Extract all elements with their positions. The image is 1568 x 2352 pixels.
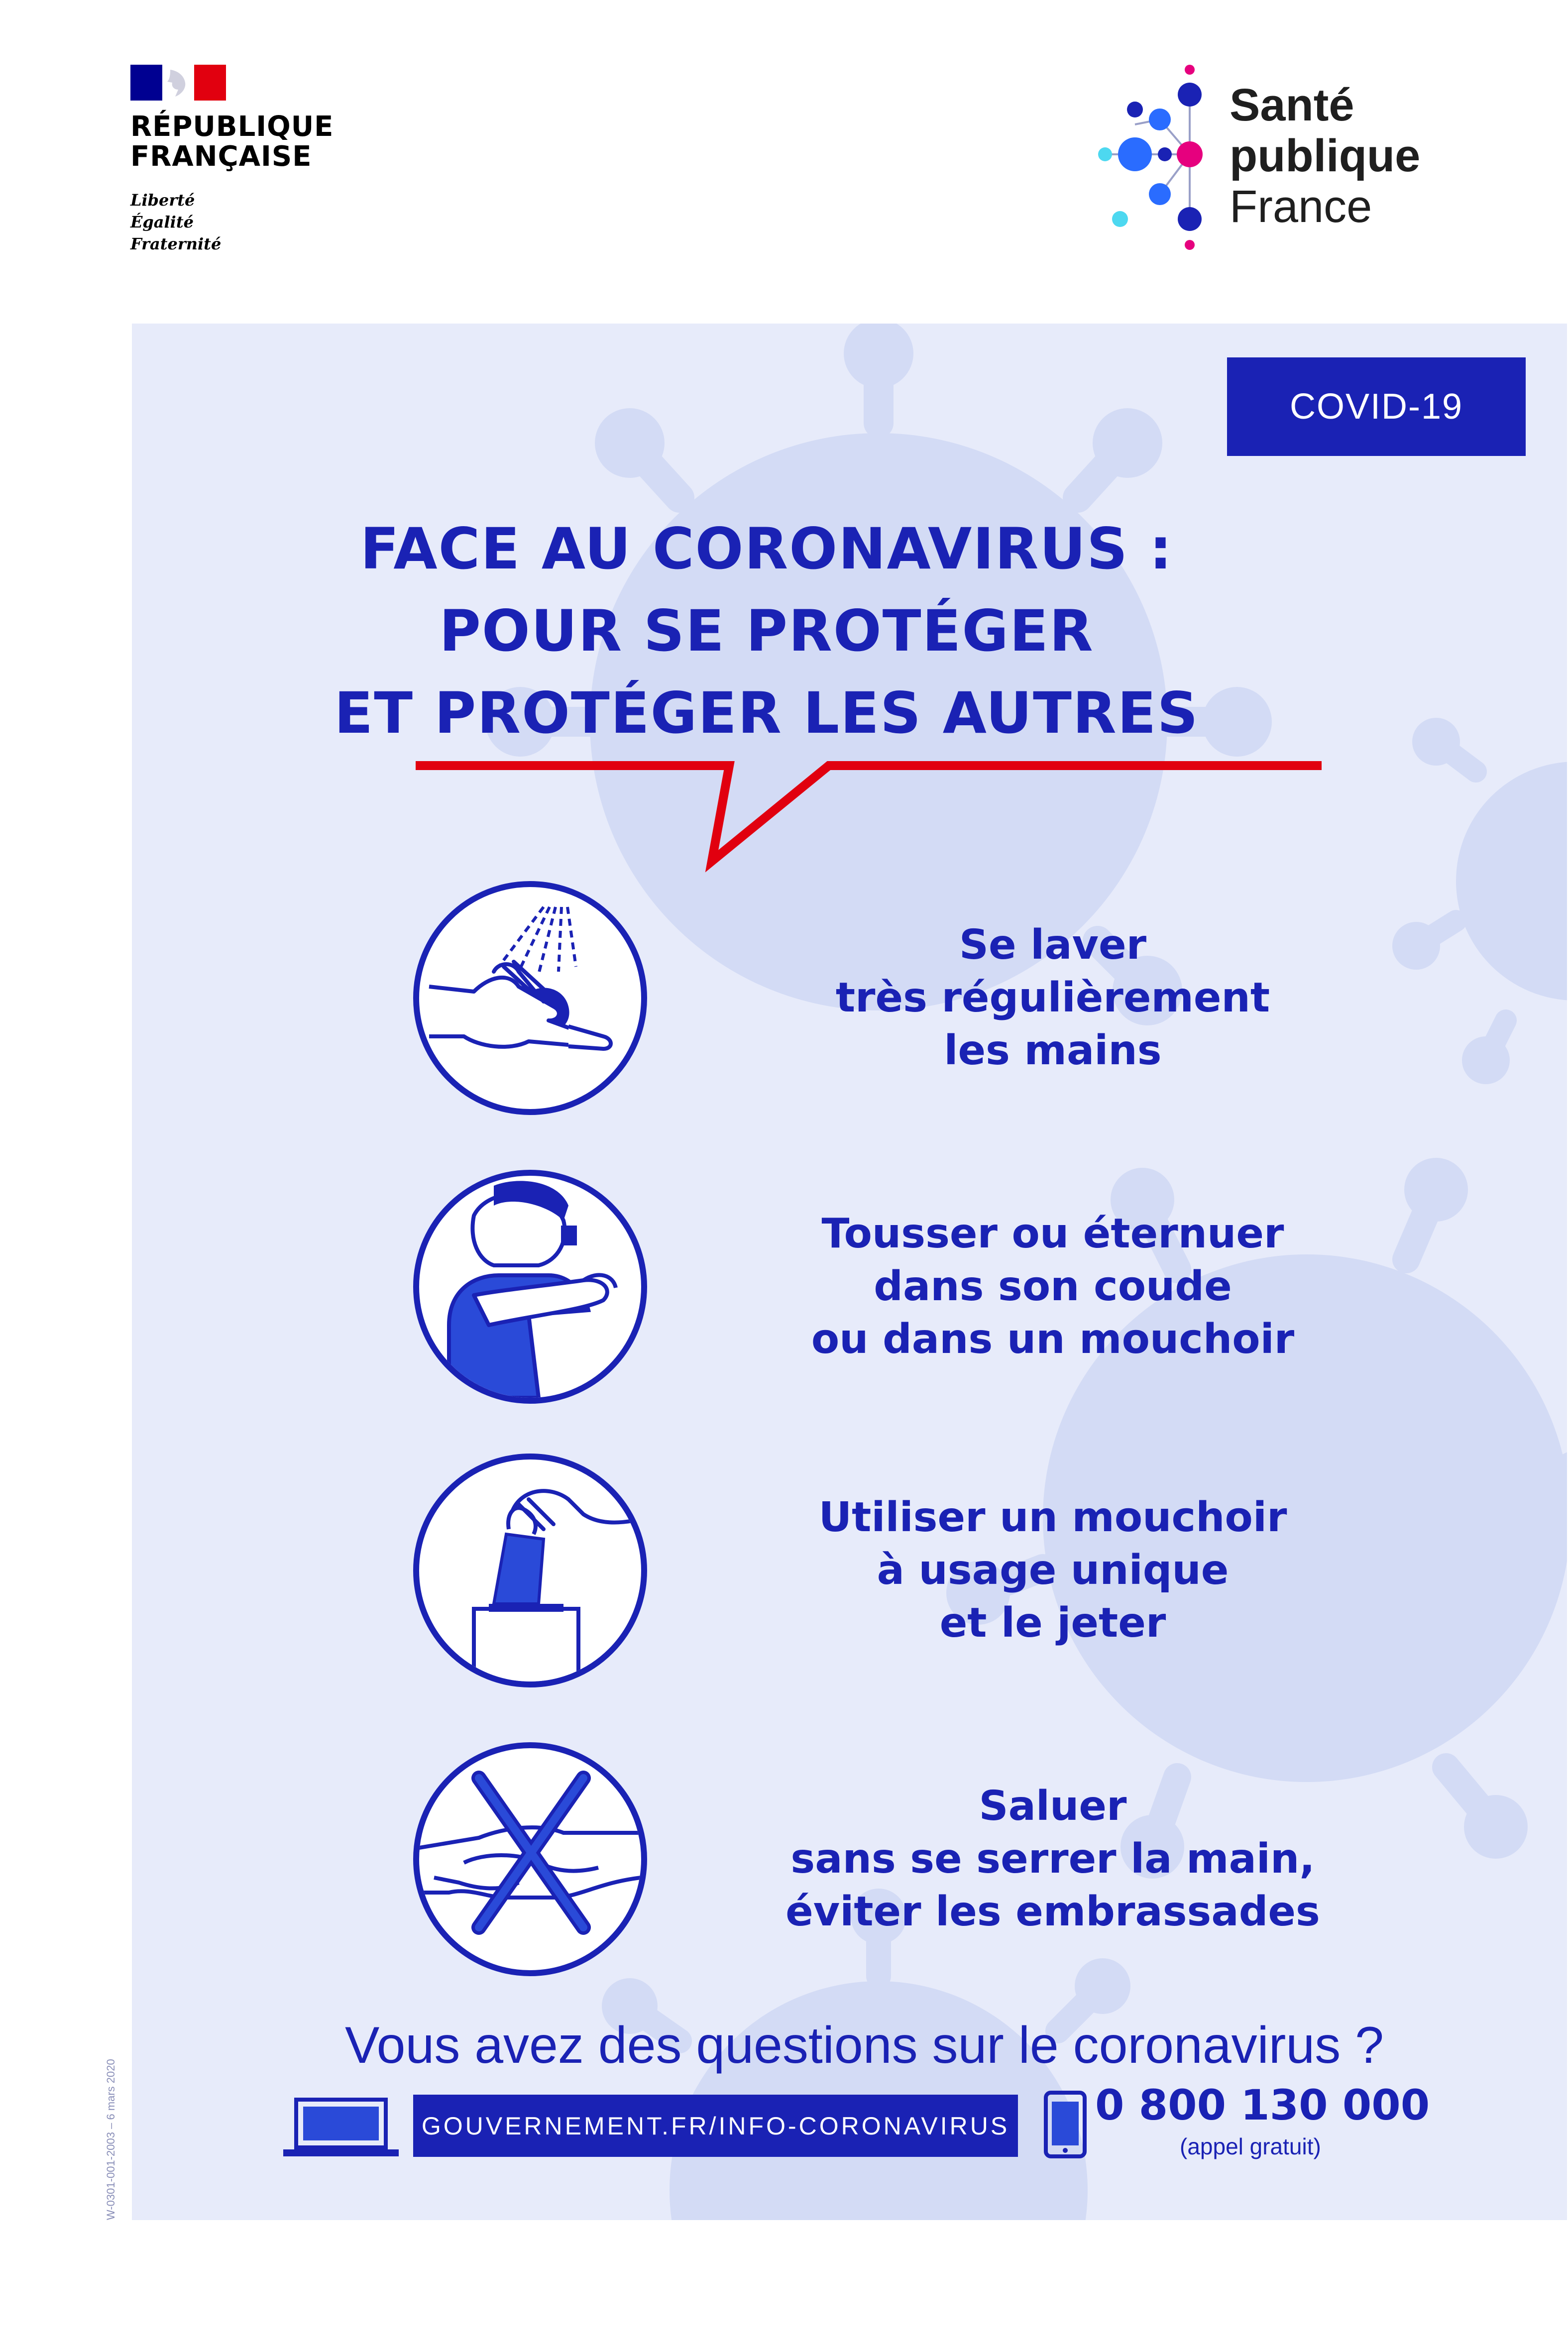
phone-number[interactable]: 0 800 130 000 xyxy=(1095,2081,1430,2129)
advice-item xyxy=(132,1170,1567,1409)
republique-francaise-logo xyxy=(130,65,334,264)
covid-badge: COVID-19 xyxy=(1227,357,1526,456)
main-panel xyxy=(132,324,1567,2220)
title-line: FACE AU CORONAVIRUS : xyxy=(360,516,1173,582)
republique-motto: Liberté Égalité Fraternité xyxy=(130,191,222,253)
molecule-network-icon xyxy=(1085,60,1234,259)
advice-item xyxy=(132,1454,1567,1692)
advice-text: Tousser ou éternuer dans son coude ou dans un mouchoir xyxy=(811,1210,1295,1363)
speech-bubble-underline xyxy=(411,757,1327,876)
advice-text: Utiliser un mouchoir à usage unique et le jeter xyxy=(818,1494,1287,1647)
advice-item xyxy=(132,1742,1567,1981)
cough-elbow-icon xyxy=(413,1170,647,1404)
questions-heading: Vous avez des questions sur le coronavirus ? xyxy=(345,2016,1384,2074)
republique-name: RÉPUBLIQUE FRANÇAISE xyxy=(130,111,334,173)
sante-publique-france-logo xyxy=(1085,60,1444,259)
advice-text: Saluer sans se serrer la main, éviter les embrassades xyxy=(785,1783,1320,1935)
info-url-link[interactable]: GOUVERNEMENT.FR/INFO-CORONAVIRUS xyxy=(413,2095,1018,2157)
title-line: ET PROTÉGER LES AUTRES xyxy=(334,680,1199,746)
hand-washing-icon xyxy=(413,881,647,1115)
contact-row xyxy=(132,2081,1567,2185)
laptop-icon xyxy=(281,2096,401,2160)
advice-text: Se laver très régulièrement les mains xyxy=(835,921,1270,1074)
sante-publique-name: Santé publique France xyxy=(1230,80,1421,232)
page-title xyxy=(281,508,1252,754)
advice-item xyxy=(132,881,1567,1120)
title-line: POUR SE PROTÉGER xyxy=(439,598,1094,664)
phone-note: (appel gratuit) xyxy=(1180,2133,1321,2159)
french-flag-icon xyxy=(130,65,226,101)
tissue-bin-icon xyxy=(413,1454,647,1687)
no-handshake-icon xyxy=(413,1742,647,1976)
smartphone-icon xyxy=(1043,2090,1088,2159)
reference-code: W-0301-001-2003 – 6 mars 2020 xyxy=(105,2059,117,2220)
